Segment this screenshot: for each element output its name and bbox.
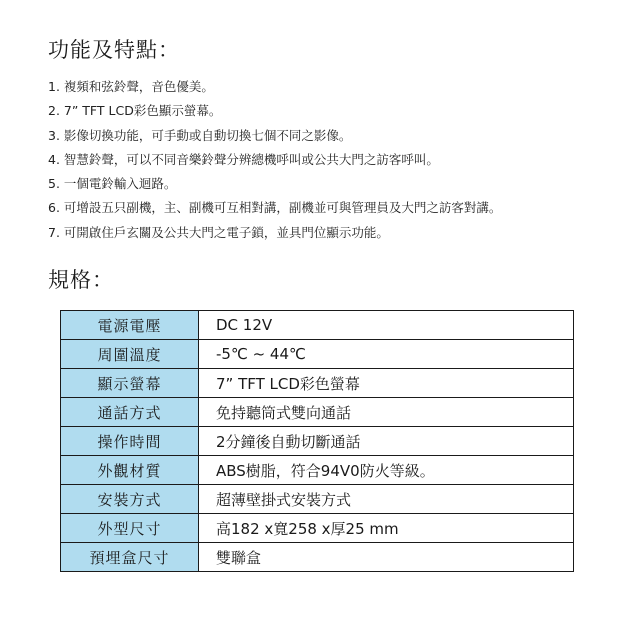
spec-value: 7” TFT LCD彩色螢幕 [199, 369, 574, 398]
spec-value: -5℃ ~ 44℃ [199, 340, 574, 369]
table-row [61, 543, 574, 572]
spec-label: 預埋盒尺寸 [61, 543, 199, 572]
spec-value: 超薄壁掛式安裝方式 [199, 485, 574, 514]
spec-label: 外觀材質 [61, 456, 199, 485]
feature-item: 3. 影像切換功能，可手動或自動切換七個不同之影像。 [48, 127, 352, 143]
specs-table [60, 310, 574, 572]
features-list [48, 75, 501, 245]
spec-value: 雙聯盒 [199, 543, 574, 572]
spec-label: 顯示螢幕 [61, 369, 199, 398]
feature-item: 1. 複頻和弦鈴聲，音色優美。 [48, 79, 214, 94]
table-row [61, 311, 574, 340]
spec-value: DC 12V [199, 311, 574, 340]
feature-item: 7. 可開啟住戶玄關及公共大門之電子鎖，並具門位顯示功能。 [48, 224, 389, 240]
table-row [61, 427, 574, 456]
feature-item: 6. 可增設五只副機，主、副機可互相對講，副機並可與管理員及大門之訪客對講。 [48, 200, 502, 216]
table-row [61, 340, 574, 369]
feature-item: 5. 一個電鈴輸入迴路。 [48, 176, 177, 192]
feature-item: 4. 智慧鈴聲，可以不同音樂鈴聲分辨總機呼叫或公共大門之訪客呼叫。 [48, 151, 439, 167]
spec-value: 免持聽筒式雙向通話 [199, 398, 574, 427]
table-row [61, 369, 574, 398]
feature-item: 2. 7” TFT LCD彩色顯示螢幕。 [48, 103, 222, 119]
spec-label: 通話方式 [61, 398, 199, 427]
spec-label: 周圍溫度 [61, 340, 199, 369]
spec-label: 電源電壓 [61, 311, 199, 340]
spec-value: ABS樹脂，符合94V0防火等級。 [199, 456, 574, 485]
table-row [61, 514, 574, 543]
spec-label: 安裝方式 [61, 485, 199, 514]
table-row [61, 485, 574, 514]
spec-value: 高182 x寬258 x厚25 mm [199, 514, 574, 543]
spec-label: 外型尺寸 [61, 514, 199, 543]
spec-value: 2分鐘後自動切斷通話 [199, 427, 574, 456]
spec-label: 操作時間 [61, 427, 199, 456]
table-row [61, 456, 574, 485]
table-row [61, 398, 574, 427]
specs-heading: 規格： [48, 268, 114, 292]
features-heading: 功能及特點： [48, 38, 180, 62]
